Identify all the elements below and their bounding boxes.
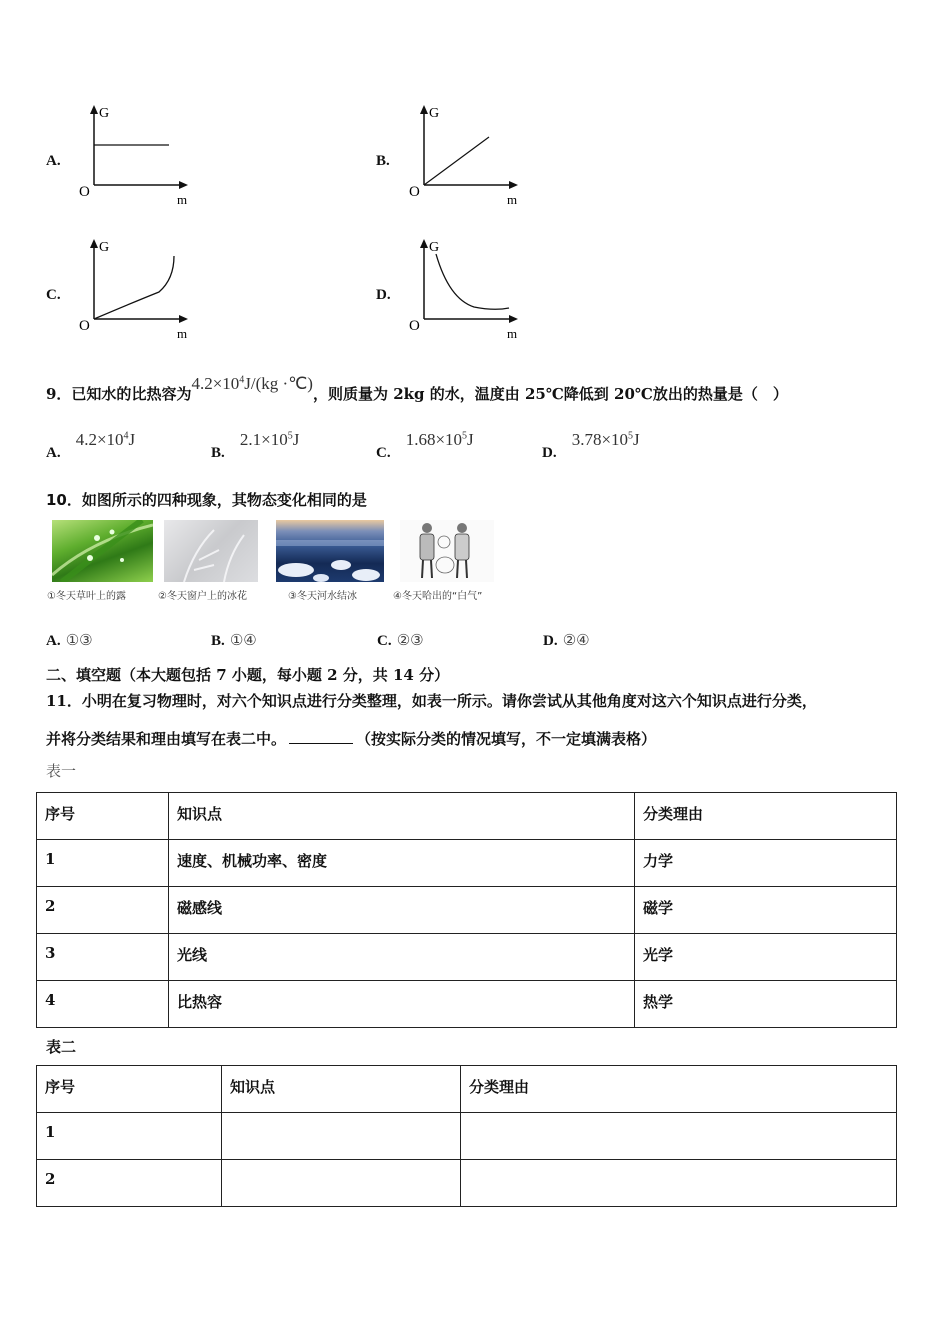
cell: 热学 bbox=[635, 981, 897, 1028]
value-exp: 4 bbox=[123, 430, 129, 442]
svg-text:m: m bbox=[507, 192, 518, 207]
value-base: 2.1×10 bbox=[239, 430, 288, 449]
image-caption-3: ③冬天河水结冰 bbox=[288, 591, 357, 602]
header-cell: 分类理由 bbox=[461, 1066, 897, 1113]
table-row bbox=[37, 934, 897, 981]
cell: 1 bbox=[37, 1113, 222, 1160]
option-value: ①④ bbox=[229, 631, 257, 649]
cell: 磁学 bbox=[635, 887, 897, 934]
svg-text:m: m bbox=[177, 326, 188, 341]
option-value: ②③ bbox=[396, 631, 424, 649]
header-cell: 序号 bbox=[37, 1066, 222, 1113]
q8-graph-a bbox=[74, 100, 204, 210]
svg-text:G: G bbox=[429, 106, 440, 121]
value-exp: 5 bbox=[462, 430, 468, 442]
q8-option-d-label: D. bbox=[376, 287, 391, 303]
formula-exp: 4 bbox=[239, 374, 245, 386]
option-label: C. bbox=[377, 633, 392, 649]
table-row bbox=[37, 840, 897, 887]
cell: 4 bbox=[37, 981, 169, 1028]
cell: 力学 bbox=[635, 840, 897, 887]
image-caption-4: ④冬天哈出的“白气” bbox=[393, 591, 483, 602]
value-exp: 5 bbox=[287, 430, 293, 442]
frozen-river-photo bbox=[276, 520, 384, 582]
option-label: A. bbox=[46, 633, 61, 649]
answer-cell[interactable] bbox=[461, 1160, 897, 1207]
answer-blank[interactable] bbox=[289, 743, 353, 744]
formula-base: 4.2×10 bbox=[191, 374, 240, 393]
q9-option-c[interactable] bbox=[376, 430, 474, 461]
option-value bbox=[76, 430, 135, 449]
answer-cell[interactable] bbox=[222, 1160, 461, 1207]
option-value bbox=[572, 430, 640, 449]
option-value bbox=[240, 430, 299, 449]
value-unit: J bbox=[292, 430, 300, 449]
table-2 bbox=[36, 1065, 897, 1207]
option-value: ①③ bbox=[65, 631, 93, 649]
option-label: B. bbox=[211, 633, 225, 649]
header-cell: 分类理由 bbox=[635, 793, 897, 840]
q9-options bbox=[46, 430, 746, 462]
q11-line-2-suffix: （按实际分类的情况填写，不一定填满表格） bbox=[356, 730, 657, 748]
q10-option-b[interactable] bbox=[211, 630, 257, 650]
svg-text:m: m bbox=[177, 192, 188, 207]
option-label: C. bbox=[376, 445, 391, 461]
cell: 磁感线 bbox=[169, 887, 635, 934]
q9-specific-heat-formula bbox=[191, 374, 313, 393]
q10-question: 10．如图所示的四种现象，其物态变化相同的是 bbox=[46, 491, 367, 509]
option-label: A. bbox=[46, 445, 61, 461]
q11-line-1: 11．小明在复习物理时，对六个知识点进行分类整理，如表一所示。请你尝试从其他角度对这六个知识点进行分类， bbox=[46, 692, 817, 710]
formula-unit: J/(kg ·℃) bbox=[244, 374, 313, 393]
cell: 光线 bbox=[169, 934, 635, 981]
value-unit: J bbox=[467, 430, 474, 449]
answer-cell[interactable] bbox=[222, 1113, 461, 1160]
q9-prefix: 9．已知水的比热容为 bbox=[46, 385, 192, 403]
table-row bbox=[37, 1113, 897, 1160]
svg-text:O: O bbox=[409, 184, 420, 200]
option-label: B. bbox=[211, 445, 225, 461]
frost-on-window-photo bbox=[164, 520, 258, 582]
svg-text:O: O bbox=[79, 318, 90, 334]
q10-option-a[interactable] bbox=[46, 630, 93, 650]
q10-option-c[interactable] bbox=[377, 630, 424, 650]
svg-text:O: O bbox=[409, 318, 420, 334]
cell: 2 bbox=[37, 887, 169, 934]
q11-line-2 bbox=[46, 728, 656, 749]
value-exp: 5 bbox=[628, 430, 634, 442]
header-cell: 知识点 bbox=[222, 1066, 461, 1113]
section-title-fill-in: 二、填空题（本大题包括 7 小题，每小题 2 分，共 14 分） bbox=[46, 666, 450, 684]
q8-option-b-label: B. bbox=[376, 153, 390, 169]
q10-option-d[interactable] bbox=[543, 630, 590, 650]
cell: 光学 bbox=[635, 934, 897, 981]
answer-cell[interactable] bbox=[461, 1113, 897, 1160]
q8-option-c-label: C. bbox=[46, 287, 61, 303]
svg-text:O: O bbox=[79, 184, 90, 200]
cell: 3 bbox=[37, 934, 169, 981]
svg-text:G: G bbox=[99, 240, 110, 255]
value-base: 1.68×10 bbox=[405, 430, 463, 449]
table-row bbox=[37, 1160, 897, 1207]
cell: 2 bbox=[37, 1160, 222, 1207]
svg-text:m: m bbox=[507, 326, 518, 341]
table1-caption: 表一 bbox=[46, 762, 77, 780]
image-caption-1: ①冬天草叶上的露 bbox=[47, 591, 126, 602]
value-base: 4.2×10 bbox=[75, 430, 124, 449]
header-cell: 知识点 bbox=[169, 793, 635, 840]
value-unit: J bbox=[128, 430, 136, 449]
q8-graph-c bbox=[74, 234, 204, 344]
svg-text:G: G bbox=[99, 106, 110, 121]
breath-white-mist-illustration bbox=[400, 520, 494, 582]
value-unit: J bbox=[633, 430, 640, 449]
option-value bbox=[406, 430, 474, 449]
image-caption-2: ②冬天窗户上的冰花 bbox=[158, 591, 247, 602]
cell: 速度、机械功率、密度 bbox=[169, 840, 635, 887]
q11-line-2-prefix: 并将分类结果和理由填写在表二中。 bbox=[46, 730, 287, 748]
q8-graph-b bbox=[404, 100, 534, 210]
q8-graph-d bbox=[404, 234, 534, 344]
table-header-row bbox=[37, 1066, 897, 1113]
table-1 bbox=[36, 792, 897, 1028]
q9-suffix: ，则质量为 2kg 的水，温度由 25℃降低到 20℃放出的热量是（ ） bbox=[312, 385, 788, 403]
table2-caption: 表二 bbox=[46, 1038, 77, 1056]
q9-option-a[interactable] bbox=[46, 430, 136, 461]
cell: 比热容 bbox=[169, 981, 635, 1028]
option-label: D. bbox=[543, 633, 558, 649]
q9-question bbox=[46, 374, 788, 404]
value-base: 3.78×10 bbox=[571, 430, 629, 449]
table-row bbox=[37, 887, 897, 934]
table-header-row bbox=[37, 793, 897, 840]
svg-text:G: G bbox=[429, 240, 440, 255]
dew-on-grass-photo bbox=[52, 520, 153, 582]
header-cell: 序号 bbox=[37, 793, 169, 840]
q9-option-b[interactable] bbox=[211, 430, 300, 461]
q8-option-a-label: A. bbox=[46, 153, 61, 169]
q9-option-d[interactable] bbox=[542, 430, 640, 461]
table-row bbox=[37, 981, 897, 1028]
option-label: D. bbox=[542, 445, 557, 461]
option-value: ②④ bbox=[562, 631, 590, 649]
cell: 1 bbox=[37, 840, 169, 887]
